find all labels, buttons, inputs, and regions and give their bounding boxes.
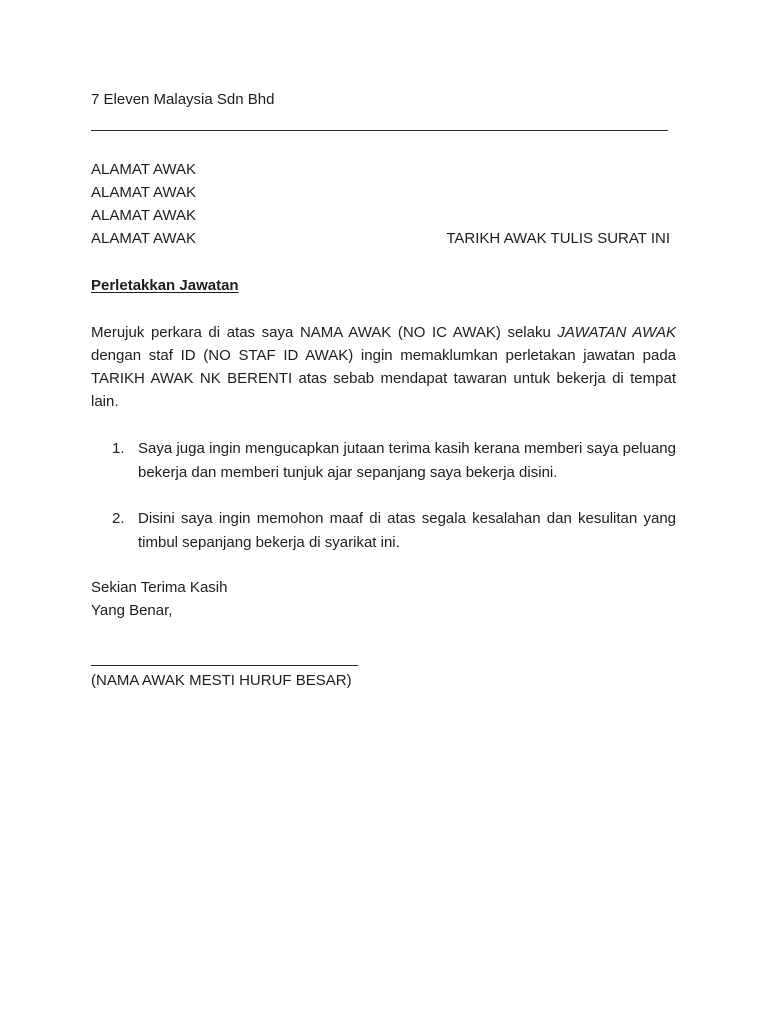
letter-date: TARIKH AWAK TULIS SURAT INI: [446, 230, 670, 247]
subject-heading: Perletakkan Jawatan: [91, 277, 239, 294]
body-text-part-2: dengan staf ID (NO STAF ID AWAK) ingin memaklumkan perletakan jawatan pada TARIKH AWAK NK BERENTI atas sebab mendapat tawaran untuk bekerja di tempat lain.: [91, 347, 676, 410]
closing-line: Sekian Terima Kasih: [91, 579, 228, 596]
signature-name: (NAMA AWAK MESTI HURUF BESAR): [91, 672, 352, 689]
list-number: 2.: [112, 510, 125, 527]
body-position-italic: JAWATAN AWAK: [557, 324, 677, 341]
address-line-4: ALAMAT AWAK: [91, 230, 197, 247]
regards-line: Yang Benar,: [91, 602, 173, 619]
address-line-3: ALAMAT AWAK: [91, 207, 197, 224]
list-text: Disini saya ingin memohon maaf di atas segala kesalahan dan kesulitan yang timbul sepanjang bekerja di syarikat ini.: [138, 510, 676, 551]
list-item: [112, 437, 676, 485]
list-item: [112, 507, 676, 555]
header-divider: [91, 130, 668, 131]
address-line-1: ALAMAT AWAK: [91, 161, 197, 178]
signature-line: [91, 665, 358, 666]
address-line-2: ALAMAT AWAK: [91, 184, 197, 201]
list-number: 1.: [112, 440, 125, 457]
body-text-part-1: Merujuk perkara di atas saya NAMA AWAK (NO IC AWAK) selaku: [91, 324, 558, 341]
company-name: 7 Eleven Malaysia Sdn Bhd: [91, 91, 275, 108]
body-paragraph: [91, 321, 676, 413]
list-text: Saya juga ingin mengucapkan jutaan terima kasih kerana memberi saya peluang bekerja dan memberi tunjuk ajar sepanjang saya bekerja disini.: [138, 440, 676, 481]
